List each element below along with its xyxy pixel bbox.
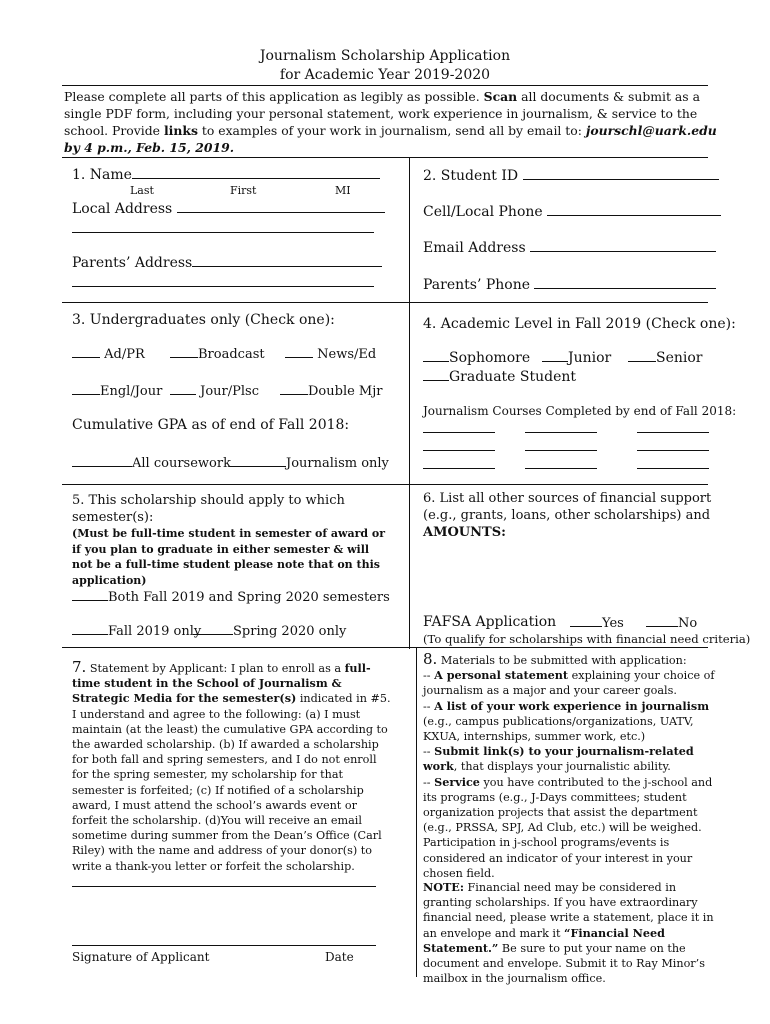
fafsa-label: FAFSA Application — [423, 614, 557, 630]
level-junior[interactable]: Junior — [542, 349, 611, 366]
course-field[interactable] — [423, 468, 495, 469]
mi-caption: MI — [335, 184, 351, 197]
course-field[interactable] — [525, 468, 597, 469]
option-newsed[interactable]: News/Ed — [285, 345, 376, 362]
parents-address-field[interactable] — [192, 254, 382, 267]
section5-heading: 5. This scholarship should apply to which semester(s): — [72, 493, 345, 525]
fafsa-note: (To qualify for scholarships with financial need criteria) — [423, 632, 751, 646]
course-field[interactable] — [525, 432, 597, 433]
parents-address-line2[interactable] — [72, 286, 374, 287]
date-caption: Date — [325, 950, 354, 964]
last-name-caption: Last — [130, 184, 154, 197]
signature-caption: Signature of Applicant — [72, 950, 210, 964]
section8-materials: 8. Materials to be submitted with application: -- A personal statement explaining your choice of journalism as a major and your career goals. -- A list of your work experience in journalism (e.g., campus publications/organizations, UATV, KXUA, internships, summer work, etc.) -- Submit link(s) to your journalism-related work, that displays your journalistic ability. -- Service you have contributed to the j-school and its programs (e.g., J-Days committees; student organization projects that assist the department (e.g., PRSSA, SPJ, Ad Club, etc.) will be weighed. Participation in j-school programs/events is considered an indicator of your interest in your chosen field. — [423, 650, 715, 880]
email-label: Email Address — [423, 239, 716, 256]
gpa-all-coursework[interactable]: All coursework — [72, 454, 231, 471]
divider-1 — [62, 157, 708, 158]
option-engljour[interactable]: Engl/Jour — [72, 382, 162, 399]
name-field[interactable] — [132, 166, 380, 179]
gpa-label: Cumulative GPA as of end of Fall 2018: — [72, 417, 350, 433]
signature-line-2[interactable] — [72, 945, 376, 946]
student-id-field[interactable] — [523, 167, 719, 180]
parents-address-label: Parents’ Address — [72, 254, 382, 271]
center-divider-bottom — [416, 647, 417, 977]
option-jourplsc[interactable]: Jour/Plsc — [170, 382, 259, 399]
name-label: 1. Name — [72, 166, 380, 183]
header-divider — [62, 85, 708, 86]
divider-4 — [62, 647, 708, 648]
semester-spring-only[interactable]: Spring 2020 only — [193, 622, 346, 639]
option-broadcast[interactable]: Broadcast — [170, 345, 265, 362]
financial-need-note: NOTE: Financial need may be considered in granting scholarships. If you have extraordinary financial need, please write a statement, place it in an envelope and mark it “Financial Need Statement.” Be sure to put your name on the document and envelope. Submit it to Ray Minor’s mailbox in the journalism office. — [423, 880, 714, 986]
courses-label: Journalism Courses Completed by end of Fall 2018: — [423, 404, 737, 418]
semester-fall-only[interactable]: Fall 2019 only — [72, 622, 201, 639]
gpa-journalism-only[interactable]: Journalism only — [230, 454, 389, 471]
course-field[interactable] — [423, 432, 495, 433]
semester-both[interactable]: Both Fall 2019 and Spring 2020 semesters — [72, 588, 390, 605]
course-field[interactable] — [525, 450, 597, 451]
course-field[interactable] — [637, 450, 709, 451]
section4-heading: 4. Academic Level in Fall 2019 (Check one): — [423, 316, 736, 332]
first-name-caption: First — [230, 184, 257, 197]
section7-statement: 7. Statement by Applicant: I plan to enroll as a full-time student in the School of Journalism & Strategic Media for the semester(s) indicated in #5. I understand and agree to the following: (a) I must maintain (at the least) the cumulative GPA according to the awarded scholarship. (b) If awarded a scholarship for both fall and spring semesters, and I do not enroll for the spring semester, my scholarship for that semester is forfeited; (c) If notified of a scholarship award, I must attend the school’s awards event or forfeit the scholarship. (d)You will receive an email sometime during summer from the Dean’s Office (Carl Riley) with the name and address of your donor(s) to write a thank-you letter or forfeit the scholarship. — [72, 658, 391, 873]
section5-note: (Must be full-time student in semester of award or if you plan to graduate in either semester & will not be a full-time student please note that on this application) — [72, 527, 386, 587]
section3-heading: 3. Undergraduates only (Check one): — [72, 312, 335, 328]
level-senior[interactable]: Senior — [628, 349, 703, 366]
course-field[interactable] — [637, 468, 709, 469]
level-graduate[interactable]: Graduate Student — [423, 368, 576, 385]
fafsa-yes[interactable]: Yes — [570, 614, 624, 631]
parents-phone-label: Parents’ Phone — [423, 276, 716, 293]
student-id-label: 2. Student ID — [423, 167, 719, 184]
option-adpr[interactable]: Ad/PR — [72, 345, 145, 362]
fafsa-no[interactable]: No — [646, 614, 697, 631]
divider-2 — [62, 302, 708, 303]
level-sophomore[interactable]: Sophomore — [423, 349, 530, 366]
divider-3 — [62, 484, 708, 485]
intro-paragraph: Please complete all parts of this application as legibly as possible. Scan all documents & submit as a single PDF form, including your personal statement, work experience in journalism, & service to the school. Provide links to examples of your work in journalism, send all by email to: jourschl@uark.edu by 4 p.m., Feb. 15, 2019. — [64, 89, 717, 155]
local-address-line2[interactable] — [72, 232, 374, 233]
parents-phone-field[interactable] — [534, 276, 716, 289]
cell-phone-label: Cell/Local Phone — [423, 203, 721, 220]
center-divider-top — [409, 157, 410, 649]
course-field[interactable] — [637, 432, 709, 433]
form-title: Journalism Scholarship Application — [259, 48, 511, 64]
option-doublemjr[interactable]: Double Mjr — [280, 382, 382, 399]
course-field[interactable] — [423, 450, 495, 451]
form-subtitle: for Academic Year 2019-2020 — [279, 67, 491, 83]
signature-line-1[interactable] — [72, 886, 376, 887]
local-address-label: Local Address — [72, 200, 385, 217]
cell-phone-field[interactable] — [547, 203, 721, 216]
local-address-field[interactable] — [177, 200, 385, 213]
email-field[interactable] — [530, 239, 716, 252]
section6-heading: 6. List all other sources of financial support (e.g., grants, loans, other scholarships) and AMOUNTS: — [423, 491, 712, 540]
